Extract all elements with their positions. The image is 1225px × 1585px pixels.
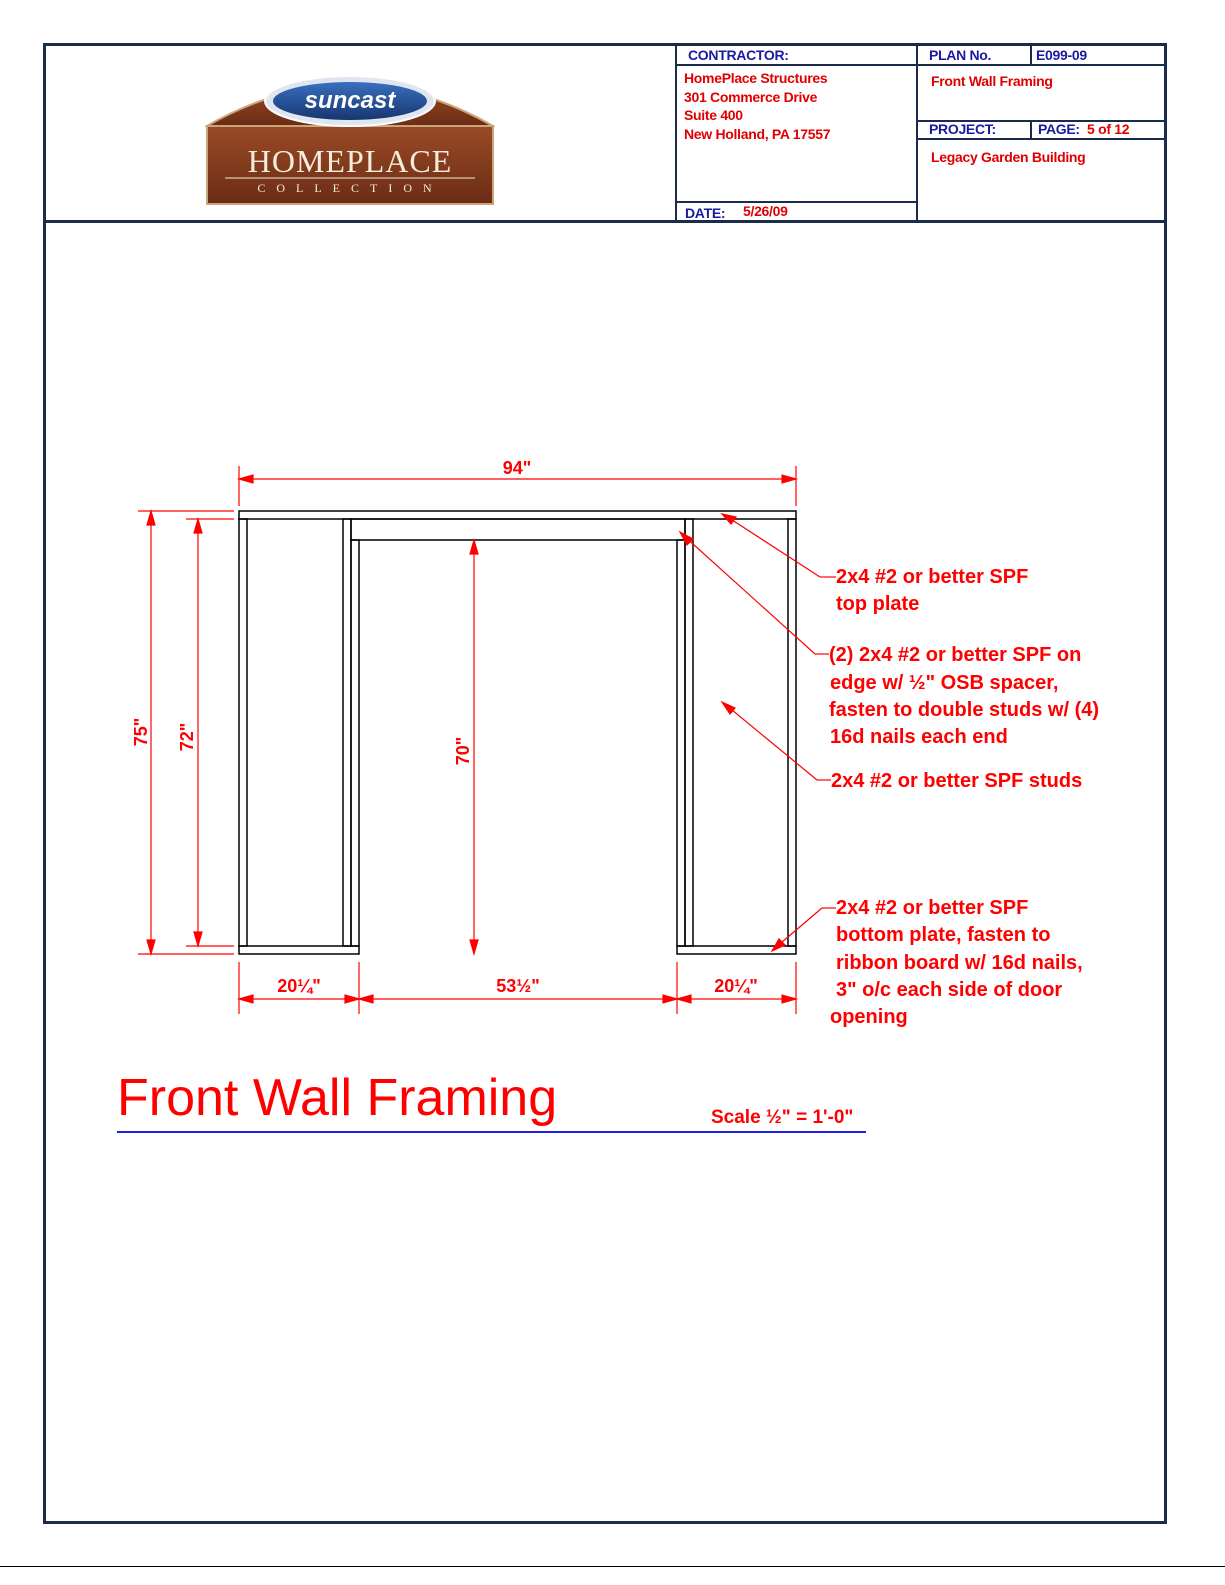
stud-door-left-king [343,519,351,946]
date-value: 5/26/09 [743,203,788,219]
note-line: edge w/ ½" OSB spacer, [830,672,1059,694]
project-label: PROJECT: [929,121,996,137]
stud-left-end [239,519,247,946]
contractor-label: CONTRACTOR: [688,47,789,63]
stud-door-right-jack [677,540,685,946]
note-line: 16d nails each end [830,726,1008,748]
dim-door-width: 53½" [496,976,540,996]
drawing-title: Front Wall Framing [117,1069,558,1127]
contractor-line: HomePlace Structures [684,70,828,86]
note-line: ribbon board w/ 16d nails, [836,952,1083,974]
logo-brand: suncast [304,87,396,114]
plan-no-value: E099-09 [1036,47,1087,63]
logo-line2: COLLECTION [257,181,443,195]
contractor-line: New Holland, PA 17557 [684,126,831,142]
page-bottom-rule [0,1566,1225,1567]
scale-text: Scale ½" = 1'-0" [711,1107,854,1128]
dim-overall-width: 94" [502,458,532,478]
dim-left-bay: 20¼" [277,976,321,996]
stud-right-end [788,519,796,946]
door-header [351,519,685,540]
page-value: 5 of 12 [1087,121,1130,137]
logo-line1: HOMEPLACE [247,143,453,179]
stud-door-right-king [685,519,693,946]
top-plate [239,511,796,519]
page-label: PAGE: [1038,121,1080,137]
dim-stud-height: 72" [177,722,197,752]
dim-overall-height: 75" [131,717,151,747]
plan-no-label: PLAN No. [929,47,992,63]
note-line: 2x4 #2 or better SPF [836,897,1029,919]
bottom-plate-left [239,946,359,954]
contractor-line: 301 Commerce Drive [684,89,818,105]
dim-door-height: 70" [453,736,473,766]
dim-right-bay: 20¼" [714,976,758,996]
contractor-line: Suite 400 [684,107,743,123]
note-line: 2x4 #2 or better SPF studs [831,770,1083,792]
title-underline [117,1131,866,1133]
date-label: DATE: [685,205,726,221]
project-value: Legacy Garden Building [931,149,1086,165]
note-line: top plate [836,593,920,615]
note-line: bottom plate, fasten to [836,924,1051,946]
note-line: opening [830,1006,908,1028]
note-line: 3" o/c each side of door [836,979,1063,1001]
note-line: 2x4 #2 or better SPF [836,566,1029,588]
note-line: (2) 2x4 #2 or better SPF on [829,644,1082,666]
note-line: fasten to double studs w/ (4) [829,699,1100,721]
plan-title: Front Wall Framing [931,73,1053,89]
stud-door-left-jack [351,540,359,946]
